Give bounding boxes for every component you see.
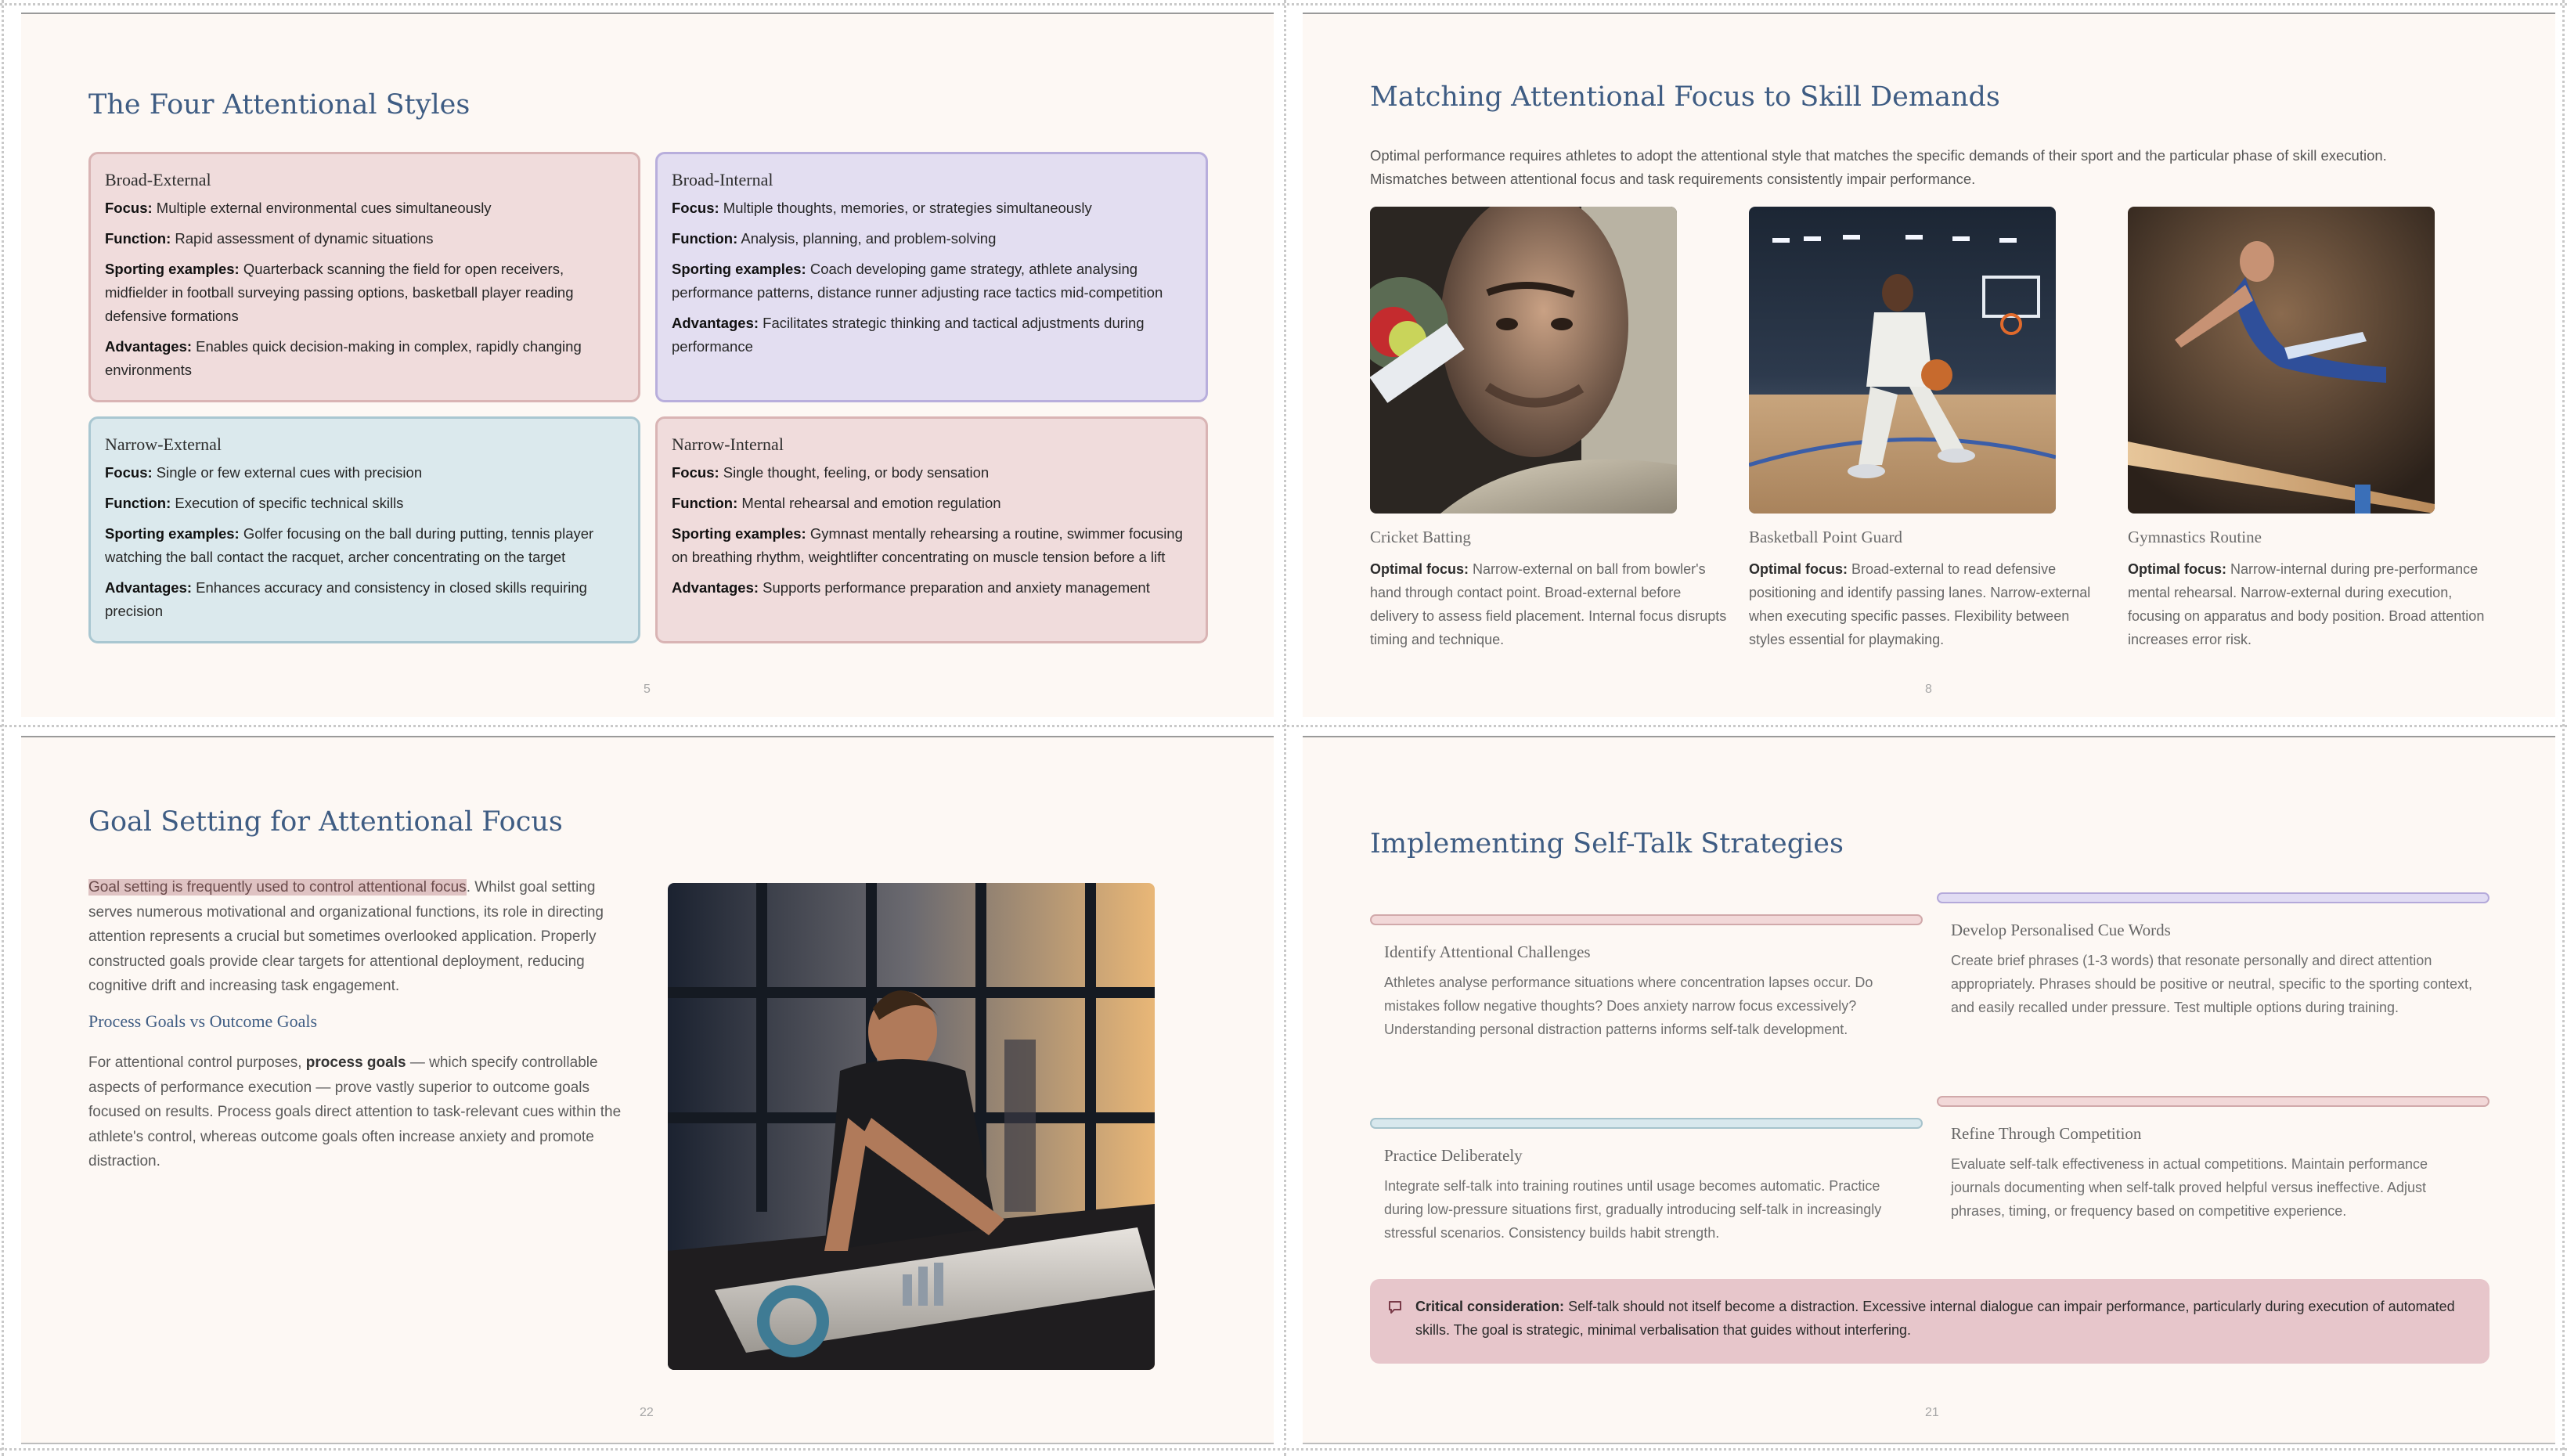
examples-label: Sporting examples: xyxy=(672,261,806,277)
guide xyxy=(2,0,4,1456)
style-card-broad-external xyxy=(88,152,640,402)
note-icon xyxy=(1387,1299,1403,1315)
basketball-photo xyxy=(1749,207,2056,514)
guide xyxy=(0,3,2567,5)
gymnastics-photo xyxy=(2128,207,2435,514)
card-title: Narrow-Internal xyxy=(672,434,784,454)
athlete-planning-photo xyxy=(668,883,1155,1370)
examples-text: Gymnast mentally rehearsing a routine, swimmer focusing on breathing rhythm, weightlifter concentrating on muscle tension before a lift xyxy=(672,525,1183,565)
focus-label: Focus: xyxy=(672,200,719,216)
slide-bottom-rule xyxy=(1303,1443,2555,1444)
goal-paragraph xyxy=(88,875,636,999)
examples-text: Golfer focusing on the ball during putting, tennis player watching the ball contact the racquet, archer concentrating on the target xyxy=(105,525,594,565)
slide-top-rule xyxy=(21,736,1274,737)
step-accent-bar xyxy=(1937,892,2489,903)
slide-matching-focus[interactable] xyxy=(1303,13,2555,717)
paragraph-rest: — which specify controllable aspects of performance execution — prove vastly superior to outcome goals focused on results. Process goals direct attention to task-relevant cues within the athlete's control, whereas outcome goals often increase anxiety and promote distraction. xyxy=(88,1054,622,1169)
guide xyxy=(2562,0,2565,1456)
style-card-narrow-internal xyxy=(655,416,1208,643)
page-number: 21 xyxy=(1925,1406,1939,1419)
card-title: Broad-Internal xyxy=(672,170,773,189)
process-goals-term: process goals xyxy=(305,1054,406,1071)
focus-text: Single or few external cues with precision xyxy=(156,464,423,481)
page-number: 8 xyxy=(1925,683,1932,696)
optimal-label: Optimal focus: xyxy=(2128,561,2227,577)
examples-label: Sporting examples: xyxy=(105,261,240,277)
style-card-broad-internal xyxy=(655,152,1208,402)
page-title: The Four Attentional Styles xyxy=(88,89,470,121)
page-number: 5 xyxy=(644,683,651,696)
function-label: Function: xyxy=(672,495,738,511)
subheading: Process Goals vs Outcome Goals xyxy=(88,1011,318,1031)
optimal-text: Broad-external to read defensive positioning and identify passing lanes. Narrow-external when executing specific passes. Flexibility between styles essential for playmaking. xyxy=(1749,561,2091,647)
cricket-batting-photo xyxy=(1370,207,1677,514)
examples-label: Sporting examples: xyxy=(105,525,240,542)
optimal-text: Narrow-internal during pre-performance mental rehearsal. Narrow-external during execution, focusing on apparatus and body position. Broad attention increases error risk. xyxy=(2128,561,2485,647)
step-accent-bar xyxy=(1370,1118,1923,1129)
advantages-label: Advantages: xyxy=(105,579,193,596)
card-title: Broad-External xyxy=(105,170,211,189)
examples-text: Coach developing game strategy, athlete analysing performance patterns, distance runner adjusting race tactics mid-competition xyxy=(672,261,1163,301)
step-accent-bar xyxy=(1370,914,1923,925)
advantages-text: Enables quick decision-making in complex, rapidly changing environments xyxy=(105,338,582,378)
advantages-label: Advantages: xyxy=(672,315,759,331)
advantages-label: Advantages: xyxy=(672,579,759,596)
advantages-label: Advantages: xyxy=(105,338,193,355)
item-text xyxy=(1370,557,1730,651)
callout-body: Self-talk should not itself become a distraction. Excessive internal dialogue can impair performance, particularly during execution of automated skills. The goal is strategic, minimal verbalisation that guides without interfering. xyxy=(1415,1299,2455,1338)
focus-label: Focus: xyxy=(105,200,153,216)
page-number: 22 xyxy=(640,1406,654,1419)
function-text: Execution of specific technical skills xyxy=(175,495,404,511)
item-text xyxy=(2128,557,2488,651)
optimal-label: Optimal focus: xyxy=(1370,561,1469,577)
paragraph-start: For attentional control purposes, xyxy=(88,1054,306,1071)
item-caption: Gymnastics Routine xyxy=(2128,528,2262,546)
focus-text: Single thought, feeling, or body sensation xyxy=(723,464,990,481)
focus-text: Multiple external environmental cues simultaneously xyxy=(156,200,492,216)
slide-self-talk[interactable] xyxy=(1303,736,2555,1444)
slide-top-rule xyxy=(21,13,1274,14)
slide-top-rule xyxy=(1303,13,2555,14)
step-text: Integrate self-talk into training routines until usage becomes automatic. Practice during low-pressure situations first, gradually introducing self-talk in increasingly stressful scenarios. Consistency builds habit strength. xyxy=(1384,1178,1882,1241)
slide-bottom-rule xyxy=(21,1443,1274,1444)
step-text: Evaluate self-talk effectiveness in actual competitions. Maintain performance journals documenting when self-talk proved helpful versus ineffective. Adjust phrases, timing, or frequency based on competitive experience. xyxy=(1951,1156,2428,1219)
critical-callout xyxy=(1370,1279,2489,1364)
step-text: Create brief phrases (1-3 words) that resonate personally and direct attention appropriately. Phrases should be positive or neutral, specific to the sporting context, and easily recalled under pressure. Test multiple options during training. xyxy=(1951,953,2473,1015)
page-title: Goal Setting for Attentional Focus xyxy=(88,806,563,838)
function-label: Function: xyxy=(105,495,171,511)
guide xyxy=(0,725,2567,727)
slide-goal-setting[interactable] xyxy=(21,736,1274,1444)
callout-text xyxy=(1415,1295,2466,1342)
advantages-text: Facilitates strategic thinking and tactical adjustments during performance xyxy=(672,315,1145,355)
page-title: Implementing Self-Talk Strategies xyxy=(1370,828,1844,860)
intro-paragraph: Optimal performance requires athletes to adopt the attentional style that matches the specific demands of their sport and the particular phase of skill execution. Mismatches between attentional focus and task requirements consistently impair performance. xyxy=(1370,147,2387,187)
step-heading: Develop Personalised Cue Words xyxy=(1951,921,2171,939)
slide-attentional-styles[interactable] xyxy=(21,13,1274,717)
examples-text: Quarterback scanning the field for open receivers, midfielder in football surveying passing options, basketball player reading defensive formations xyxy=(105,261,574,324)
examples-label: Sporting examples: xyxy=(672,525,806,542)
step-heading: Practice Deliberately xyxy=(1384,1146,1523,1165)
item-caption: Cricket Batting xyxy=(1370,528,1471,546)
function-text: Rapid assessment of dynamic situations xyxy=(175,230,434,247)
step-heading: Identify Attentional Challenges xyxy=(1384,942,1591,961)
step-heading: Refine Through Competition xyxy=(1951,1124,2142,1143)
item-caption: Basketball Point Guard xyxy=(1749,528,1902,546)
optimal-label: Optimal focus: xyxy=(1749,561,1848,577)
focus-label: Focus: xyxy=(105,464,153,481)
style-card-narrow-external xyxy=(88,416,640,643)
card-title: Narrow-External xyxy=(105,434,222,454)
function-label: Function: xyxy=(105,230,171,247)
optimal-text: Narrow-external on ball from bowler's hand through contact point. Broad-external before delivery to assess field placement. Internal focus disrupts timing and technique. xyxy=(1370,561,1727,647)
step-accent-bar xyxy=(1937,1096,2489,1107)
slide-top-rule xyxy=(1303,736,2555,737)
guide xyxy=(0,1448,2567,1451)
function-text: Mental rehearsal and emotion regulation xyxy=(741,495,1001,511)
callout-label: Critical consideration: xyxy=(1415,1299,1565,1314)
function-text: Analysis, planning, and problem-solving xyxy=(741,230,997,247)
step-text: Athletes analyse performance situations where concentration lapses occur. Do mistakes follow negative thoughts? Does anxiety narrow focus excessively? Understanding personal distraction patterns informs self-talk development. xyxy=(1384,975,1873,1037)
process-paragraph xyxy=(88,1051,636,1174)
highlighted-sentence: Goal setting is frequently used to control attentional focus xyxy=(88,879,467,896)
focus-label: Focus: xyxy=(672,464,719,481)
page-title: Matching Attentional Focus to Skill Demands xyxy=(1370,81,2000,113)
advantages-text: Enhances accuracy and consistency in closed skills requiring precision xyxy=(105,579,587,619)
item-text xyxy=(1749,557,2109,651)
guide xyxy=(1284,0,1286,1456)
paragraph-rest: . Whilst goal setting serves numerous motivational and organizational functions, its role in directing attention represents a crucial but sometimes overlooked application. Properly constructed goals provide clear targets for attentional deployment, reducing cognitive drift and increasing task engagement. xyxy=(88,879,604,994)
focus-text: Multiple thoughts, memories, or strategies simultaneously xyxy=(723,200,1092,216)
advantages-text: Supports performance preparation and anxiety management xyxy=(763,579,1150,596)
function-label: Function: xyxy=(672,230,738,247)
